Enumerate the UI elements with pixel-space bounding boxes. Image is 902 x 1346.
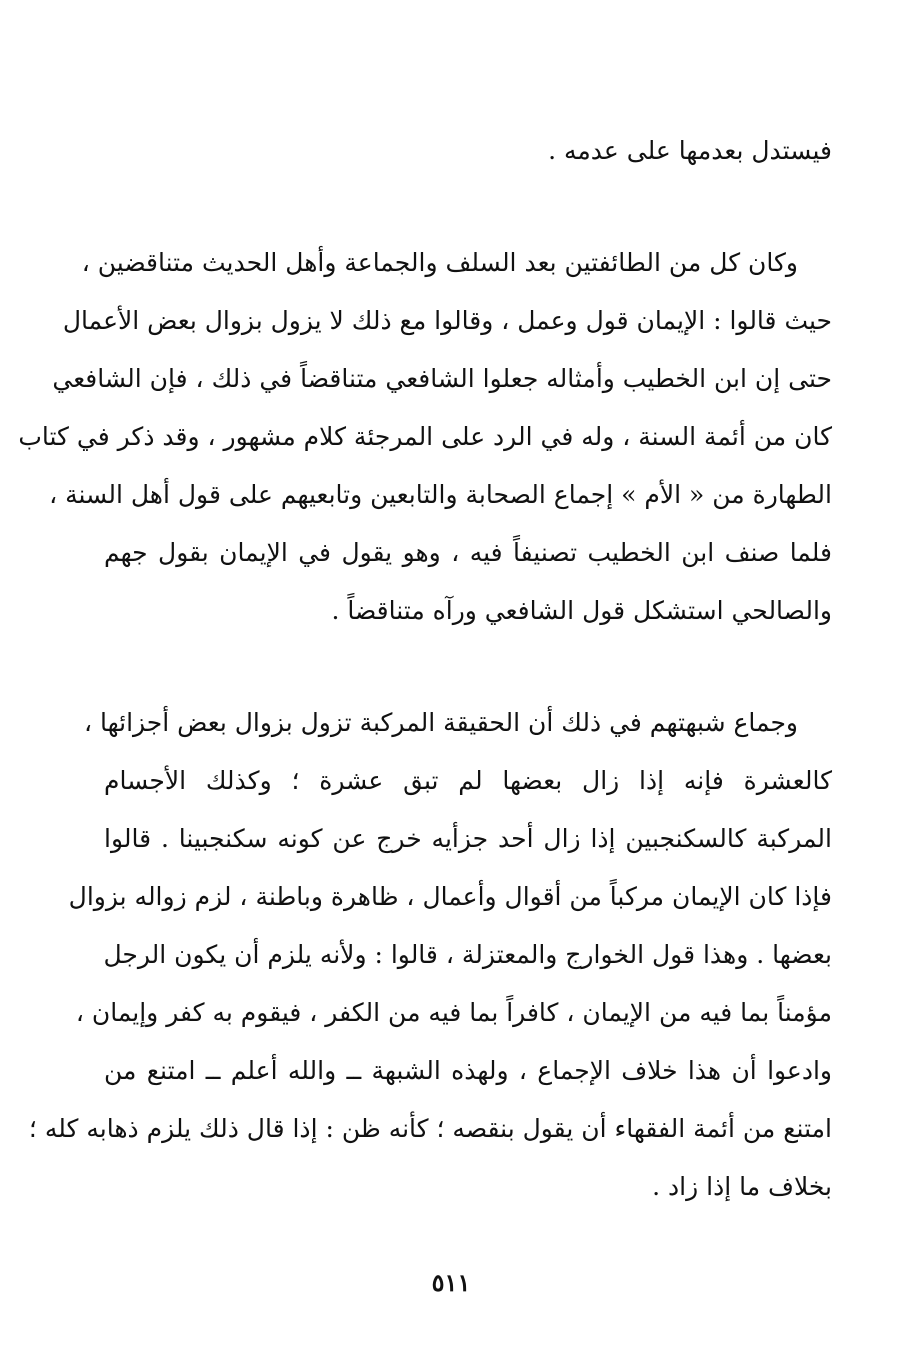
text-line: بعضها . وهذا قول الخوارج والمعتزلة ، قالوا : ولأنه يلزم أن يكون الرجل [103,940,832,969]
page-number: ٥١١ [431,1268,471,1297]
text-line: فإذا كان الإيمان مركباً من أقوال وأعمال ، ظاهرة وباطنة ، لزم زواله بزوال [68,882,832,911]
text-line: كان من أئمة السنة ، وله في الرد على المرجئة كلام مشهور ، وقد ذكر في كتاب [18,422,832,451]
text-line: حيث قالوا : الإيمان قول وعمل ، وقالوا مع ذلك لا يزول بزوال بعض الأعمال [62,306,832,335]
text-line: وجماع شبهتهم في ذلك أن الحقيقة المركبة تزول بزوال بعض أجزائها ، [83,708,798,737]
paragraph-gap [104,640,832,694]
text-line: المركبة كالسكنجبين إذا زال أحد جزأيه خرج عن كونه سكنجبينا . قالوا [104,824,832,853]
text-line: الطهارة من « الأم » إجماع الصحابة والتابعين وتابعيهم على قول أهل السنة ، [49,480,832,509]
text-line: وكان كل من الطائفتين بعد السلف والجماعة وأهل الحديث متناقضين ، [81,248,798,277]
text-line: بخلاف ما إذا زاد . [652,1172,832,1201]
text-line: حتى إن ابن الخطيب وأمثاله جعلوا الشافعي متناقضاً في ذلك ، فإن الشافعي [52,364,832,393]
text-line: والصالحي استشكل قول الشافعي ورآه متناقضاً . [331,596,832,625]
text-line: فلما صنف ابن الخطيب تصنيفاً فيه ، وهو يقول في الإيمان بقول جهم [104,538,832,567]
text-line: امتنع من أئمة الفقهاء أن يقول بنقصه ؛ كأنه ظن : إذا قال ذلك يلزم ذهابه كله ؛ [28,1114,832,1143]
text-line: وادعوا أن هذا خلاف الإجماع ، ولهذه الشبهة ــ والله أعلم ــ امتنع من [104,1056,832,1085]
text-line: مؤمناً بما فيه من الإيمان ، كافراً بما فيه من الكفر ، فيقوم به كفر وإيمان ، [75,998,832,1027]
text-line: كالعشرة فإنه إذا زال بعضها لم تبق عشرة ؛ وكذلك الأجسام [104,766,832,795]
text-line: فيستدل بعدمها على عدمه . [548,136,832,165]
paragraph-gap [104,180,832,234]
page-body [18,122,832,1216]
